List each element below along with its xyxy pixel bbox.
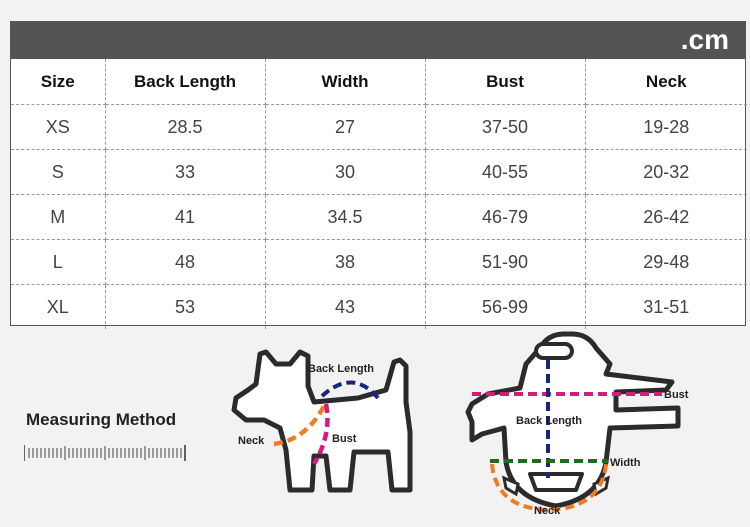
table-cell: XL [11, 285, 105, 330]
table-cell: 29-48 [585, 240, 747, 285]
table-cell: 33 [105, 150, 265, 195]
table-cell: 51-90 [425, 240, 585, 285]
table-row [11, 105, 747, 150]
table-cell: S [11, 150, 105, 195]
table-cell: 41 [105, 195, 265, 240]
column-header-bust: Bust [425, 59, 585, 105]
column-header-back-length: Back Length [105, 59, 265, 105]
table-cell: M [11, 195, 105, 240]
table-cell: L [11, 240, 105, 285]
table-cell: 46-79 [425, 195, 585, 240]
measuring-method-label: Measuring Method [26, 410, 177, 429]
table-row [11, 195, 747, 240]
size-chart [10, 21, 746, 326]
table-cell: 20-32 [585, 150, 747, 195]
table-cell: 31-51 [643, 296, 690, 317]
coat-top-slot [536, 344, 572, 358]
coat-measurement-diagram [460, 330, 740, 522]
dog-bust-label: Bust [332, 433, 357, 445]
coat-back-length-label: Back Length [516, 415, 583, 427]
table-cell: XS [11, 105, 105, 150]
table-cell: 38 [265, 240, 425, 285]
table-cell: 43 [265, 285, 425, 330]
table-cell: 19-28 [585, 105, 747, 150]
size-chart-header-bar [11, 22, 745, 59]
coat-neck-hole [530, 474, 582, 490]
table-cell: 34.5 [265, 195, 425, 240]
table-row [11, 285, 747, 330]
unit-label: .cm [680, 24, 729, 55]
table-cell: 40-55 [425, 150, 585, 195]
column-header-width: Width [265, 59, 425, 105]
table-cell: 37-50 [425, 105, 585, 150]
table-cell: 48 [105, 240, 265, 285]
dog-back-length-label: Back Length [308, 363, 375, 375]
size-table [11, 59, 747, 329]
table-header-row [11, 59, 747, 105]
column-header-neck: Neck [585, 59, 747, 105]
table-cell: 27 [265, 105, 425, 150]
table-row [11, 150, 747, 195]
dog-neck-label: Neck [238, 435, 265, 447]
table-cell: 56-99 [425, 285, 585, 330]
table-cell: 26-42 [585, 195, 747, 240]
column-header-size: Size [11, 59, 105, 105]
table-row [11, 240, 747, 285]
table-cell: 30 [265, 150, 425, 195]
coat-bust-label: Bust [664, 389, 689, 401]
ruler-icon [24, 444, 186, 462]
table-cell: 53 [105, 285, 265, 330]
dog-measurement-diagram [228, 340, 428, 500]
coat-width-label: Width [610, 457, 641, 469]
coat-neck-label: Neck [534, 505, 561, 517]
table-cell: 28.5 [105, 105, 265, 150]
